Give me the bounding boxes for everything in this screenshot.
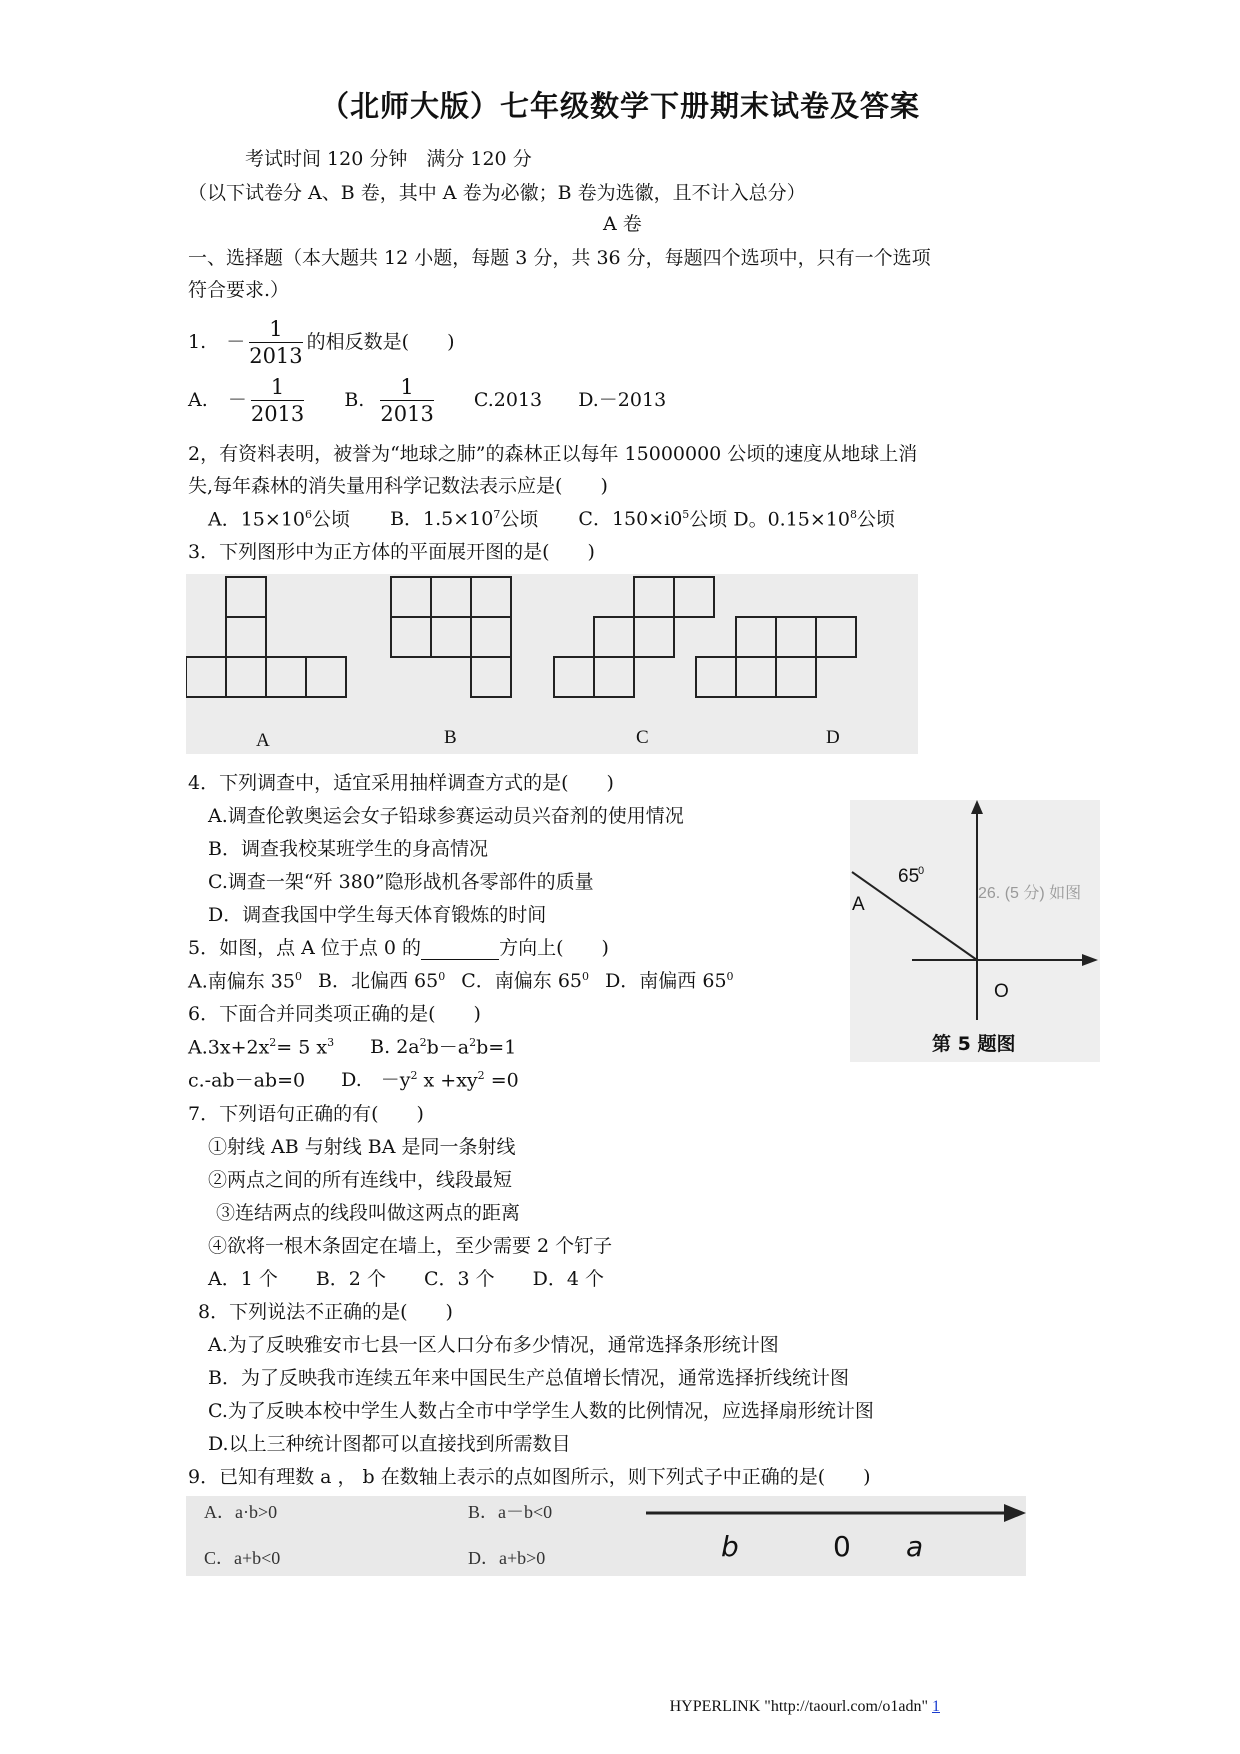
angle-label: 65 [898, 866, 920, 887]
axis-label-b: b [721, 1530, 739, 1563]
question-8-option-c: C.为了反映本校中学生人数占全市中学学生人数的比例情况，应选择扇形统计图 [208, 1400, 874, 1422]
question-7-item-4: ④欲将一根木条固定在墙上，至少需要 2 个钉子 [208, 1235, 613, 1257]
question-7: 7．下列语句正确的有( ) [188, 1103, 424, 1125]
answer-blank [421, 941, 499, 960]
question-1-options: A. － $\frac{1}{2013}$ B. $\frac{1}{2013}$ C.2013 D.－2013 [188, 375, 667, 427]
question-4-option-d: D．调查我国中学生每天体育锻炼的时间 [208, 904, 547, 926]
part1-heading: 一、选择题（本大题共 12 小题，每题 3 分，共 36 分，每题四个选项中，只有一个选项 [188, 247, 931, 269]
question-2: 2，有资料表明，被誉为“地球之肺”的森林正以每年 15000000 公顷的速度从地球上消 [188, 443, 918, 465]
question-8-option-b: B．为了反映我市连续五年来中国民生产总值增长情况，通常选择折线统计图 [208, 1367, 849, 1389]
question-4-option-b: B．调查我校某班学生的身高情况 [208, 838, 488, 860]
question-3: 3．下列图形中为正方体的平面展开图的是( ) [188, 541, 595, 563]
question-6: 6．下面合并同类项正确的是( ) [188, 1003, 481, 1025]
question-7-options: A．1 个 B．2 个 C．3 个 D．4 个 [208, 1268, 604, 1290]
question-7-item-2: ②两点之间的所有连线中，线段最短 [208, 1169, 513, 1191]
exam-info: 考试时间 120 分钟 满分 120 分 [245, 148, 532, 170]
page-footer: HYPERLINK "http://taourl.com/o1adn" 1 [669, 1698, 940, 1715]
figure-caption: 第 5 题图 [932, 1033, 1016, 1055]
page-title: （北师大版）七年级数学下册期末试卷及答案 [319, 89, 920, 123]
net-label-c: C [636, 727, 649, 748]
question-4-option-a: A.调查伦敦奥运会女子铅球参赛运动员兴奋剂的使用情况 [208, 805, 684, 827]
question-8-option-d: D.以上三种统计图都可以直接找到所需数目 [208, 1433, 571, 1455]
question-6-options-ab: $A.3x+2x^2= 5$ $x^3$ B. $2a^2b-a^2b=1$ [188, 1036, 517, 1059]
question-9: 9．已知有理数 a ， b 在数轴上表示的点如图所示，则下列式子中正确的是( ) [188, 1466, 871, 1488]
part1-heading-cont: 符合要求.） [188, 279, 290, 301]
question-8-option-a: A.为了反映雅安市七县一区人口分布多少情况，通常选择条形统计图 [208, 1334, 779, 1356]
number-line-figure [186, 1496, 1026, 1576]
axis-label-a: a [906, 1530, 924, 1563]
fraction: $\frac{1}{2013}$ [380, 375, 434, 427]
exam-note: （以下试卷分 A、B 卷，其中 A 卷为必徽；B 卷为选徽，且不计入总分） [188, 182, 806, 204]
net-label-b: B [444, 727, 457, 748]
question-5-figure [850, 800, 1100, 1062]
q9-option-c: C．a+b<0 [204, 1548, 281, 1568]
question-8: 8．下列说法不正确的是( ) [198, 1301, 453, 1323]
axis-label-zero: 0 [833, 1530, 851, 1563]
section-label: A 卷 [603, 213, 642, 235]
point-o-label: O [994, 981, 1009, 1002]
net-label-a: A [256, 730, 270, 751]
question-7-item-3: ③连结两点的线段叫做这两点的距离 [216, 1202, 521, 1224]
question-4-option-c: C.调查一架“歼 380”隐形战机各零部件的质量 [208, 871, 594, 893]
question-5-options: A.南偏东 $35^0$ B．北偏西 $65^0$ C．南偏东 $65^0$ D．南偏西 $65^0$ [188, 970, 734, 993]
q9-option-d: D．a+b>0 [468, 1548, 546, 1568]
point-a-label: A [852, 894, 865, 915]
question-5: 5．如图，点 A 位于点 0 的 方向上( ) [188, 937, 609, 959]
question-7-item-1: ①射线 AB 与射线 BA 是同一条射线 [208, 1136, 516, 1158]
page-number-link[interactable]: 1 [932, 1698, 940, 1715]
fraction: $\frac{1}{2013}$ [250, 375, 305, 427]
question-1: 1. － $\frac{1}{2013}$ 的相反数是( ) [188, 317, 455, 369]
figure-background-text: 26. (5 分) 如图 [978, 885, 1082, 902]
net-label-d: D [826, 727, 840, 748]
question-6-options-cd: c.-ab－ab=0 D. $-y^2$ $x +xy^2 =0$ [188, 1069, 519, 1092]
angle-degree: 0 [918, 865, 925, 877]
q9-option-b: B．a－b<0 [468, 1502, 553, 1522]
q9-option-a: A．a·b>0 [204, 1502, 278, 1522]
question-4: 4．下列调查中，适宜采用抽样调查方式的是( ) [188, 772, 614, 794]
question-2-cont: 失,每年森林的消失量用科学记数法表示应是( ) [188, 475, 608, 497]
fraction: $\frac{1}{2013}$ [249, 317, 303, 369]
cube-net-figure [186, 574, 918, 754]
question-2-options: A．$15\times 10^6$公顷 B．$1.5\times 10^7$公顷 C．$150\times i0^5$公顷 D。$0.15\times 10^8$公顷 [208, 508, 895, 531]
